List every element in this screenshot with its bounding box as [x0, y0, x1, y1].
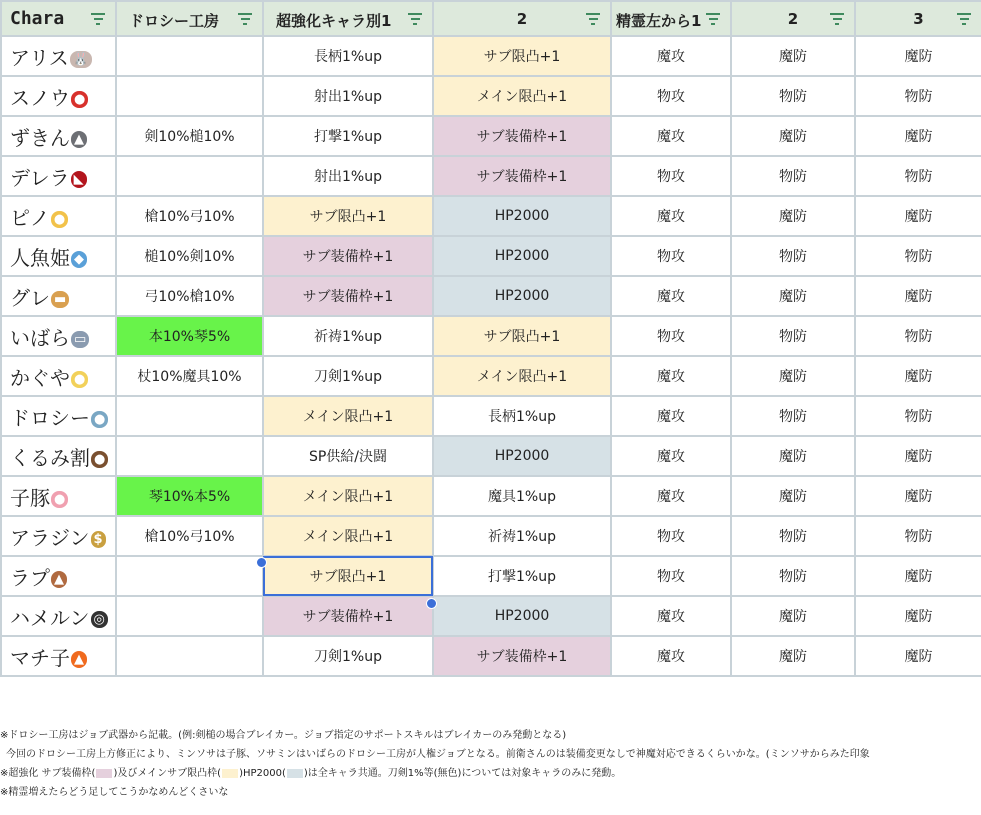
cell[interactable] — [116, 196, 263, 236]
cell[interactable] — [855, 596, 981, 636]
cell-text: 魔防 — [779, 369, 807, 385]
cell-chara[interactable] — [1, 436, 116, 476]
table-row — [1, 516, 981, 556]
cell[interactable] — [116, 476, 263, 516]
cell[interactable] — [433, 156, 611, 196]
column-header-workshop[interactable] — [116, 1, 263, 36]
pink-swatch — [96, 769, 112, 778]
cell-text: 魔防 — [779, 609, 807, 625]
cell[interactable] — [263, 556, 433, 596]
cell-text: ラプ — [10, 565, 50, 590]
cell-text: 槍10%弓10% — [144, 209, 235, 225]
cell-text: サブ装備枠+1 — [476, 129, 568, 145]
selection-handle[interactable] — [256, 557, 267, 568]
cell-text: 本10%琴5% — [148, 329, 231, 345]
cell-text: 魔防 — [904, 649, 933, 665]
column-header-enhance-1[interactable] — [263, 1, 433, 36]
cell-text: メイン限凸+1 — [302, 489, 394, 505]
cell-text: くるみ割 — [10, 445, 90, 470]
cell-text: 槍10%弓10% — [144, 529, 235, 545]
column-header-label: 超強化キャラ別1 — [276, 12, 392, 30]
cell-text: 魔具1%up — [488, 489, 556, 505]
cell[interactable] — [611, 76, 731, 116]
cell-text: 魔攻 — [657, 449, 685, 465]
cell[interactable] — [433, 316, 611, 356]
cell[interactable] — [855, 156, 981, 196]
filter-icon[interactable] — [408, 13, 422, 25]
cell-text: 剣10%槌10% — [144, 129, 235, 145]
table-row — [1, 556, 981, 596]
cell-text: 長柄1%up — [314, 49, 382, 65]
cell-text: 魔防 — [779, 289, 807, 305]
column-header-label: 2 — [787, 9, 799, 28]
bed-icon: ▭ — [71, 331, 89, 348]
table-row — [1, 476, 981, 516]
cell[interactable] — [855, 356, 981, 396]
cell-text: 魔防 — [904, 49, 933, 65]
cell-text: 魔防 — [904, 209, 933, 225]
note-text: )及びメインサブ限凸枠( — [113, 768, 222, 779]
cell[interactable] — [116, 236, 263, 276]
cell-text: 魔攻 — [657, 409, 685, 425]
cell-chara[interactable] — [1, 316, 116, 356]
cell[interactable] — [731, 196, 855, 236]
cell-text: 魔攻 — [657, 609, 685, 625]
money-bag-icon: $ — [91, 531, 106, 548]
cell[interactable] — [263, 636, 433, 676]
cell[interactable] — [433, 436, 611, 476]
cell[interactable] — [855, 436, 981, 476]
column-header-label: 3 — [913, 9, 924, 28]
cell[interactable] — [116, 36, 263, 76]
cell[interactable] — [731, 556, 855, 596]
table-row — [1, 116, 981, 156]
cell[interactable] — [855, 76, 981, 116]
cell-text: SP供給/決闘 — [308, 449, 388, 465]
cell[interactable] — [731, 436, 855, 476]
cell[interactable] — [855, 236, 981, 276]
cell-text: ドロシー — [10, 405, 90, 430]
cell-chara[interactable] — [1, 196, 116, 236]
cell-text: 人魚姫 — [10, 245, 70, 270]
cell[interactable] — [611, 316, 731, 356]
note-text: ※超強化 サブ装備枠( — [0, 768, 96, 779]
fire-icon: ▲ — [71, 651, 87, 668]
cell[interactable] — [116, 276, 263, 316]
cell-text: HP2000 — [494, 248, 550, 264]
cell[interactable] — [433, 556, 611, 596]
cell[interactable] — [116, 76, 263, 116]
note-text: 今回のドロシー工房上方修正により、ミンソサは子豚、ソサミンはいばらのドロシー工房が人権ジョブとなる。前衛さんのは装備変更なしで神魔対応できるくらいかな。(ミンソサからみた印象 — [6, 749, 870, 760]
cell-text: サブ限凸+1 — [483, 49, 561, 65]
cell[interactable] — [731, 516, 855, 556]
column-header-label: 2 — [516, 9, 528, 28]
yellow-swatch — [222, 769, 238, 778]
cell-text: 物防 — [779, 89, 807, 105]
cell-text: ハメルン — [10, 605, 90, 630]
cell[interactable] — [263, 36, 433, 76]
cell-text: 魔攻 — [657, 489, 685, 505]
cell[interactable] — [433, 516, 611, 556]
cell[interactable] — [731, 236, 855, 276]
cell-text: 魔防 — [779, 449, 807, 465]
notes-section — [0, 726, 981, 802]
table-body — [1, 36, 981, 676]
cell[interactable] — [433, 116, 611, 156]
cell[interactable] — [731, 116, 855, 156]
cell-chara[interactable] — [1, 596, 116, 636]
cell-text: 魔攻 — [657, 649, 685, 665]
cell[interactable] — [433, 356, 611, 396]
table-row — [1, 596, 981, 636]
column-header-enhance-2[interactable] — [433, 1, 611, 36]
cell[interactable] — [611, 516, 731, 556]
pig-icon: ● — [51, 491, 68, 508]
cell-text: 物防 — [779, 329, 807, 345]
cell[interactable] — [611, 116, 731, 156]
cell[interactable] — [855, 36, 981, 76]
cell-text: 魔防 — [904, 449, 933, 465]
rabbit-icon: 🐰 — [70, 51, 92, 68]
table-row — [1, 356, 981, 396]
cell[interactable] — [263, 356, 433, 396]
cell-text: サブ装備枠+1 — [476, 649, 568, 665]
cell-text: 物攻 — [657, 529, 685, 545]
cell-text: サブ装備枠+1 — [302, 249, 394, 265]
cell-text: いばら — [10, 325, 70, 350]
cell-text: 杖10%魔具10% — [137, 369, 242, 385]
cell-text: 刀剣1%up — [314, 649, 382, 665]
high-heel-icon: ◣ — [71, 171, 87, 188]
cell[interactable] — [731, 636, 855, 676]
cell-text: 祈祷1%up — [314, 329, 382, 345]
cell[interactable] — [611, 596, 731, 636]
filter-icon[interactable] — [586, 13, 600, 25]
cell-text: 打撃1%up — [488, 569, 556, 585]
cell[interactable] — [855, 476, 981, 516]
cell-text: サブ限凸+1 — [309, 569, 387, 585]
note-line — [0, 764, 981, 783]
cell-text: メイン限凸+1 — [476, 89, 568, 105]
cell[interactable] — [263, 116, 433, 156]
cell-chara[interactable] — [1, 556, 116, 596]
cell[interactable] — [116, 636, 263, 676]
cell-text: HP2000 — [494, 608, 550, 624]
cell-text: 魔攻 — [657, 129, 685, 145]
cell[interactable] — [263, 396, 433, 436]
table-row — [1, 236, 981, 276]
cell-text: 物防 — [779, 529, 807, 545]
cell-text: 魔防 — [904, 369, 933, 385]
cell[interactable] — [116, 316, 263, 356]
table-row — [1, 196, 981, 236]
cell[interactable] — [433, 276, 611, 316]
woman-icon: ● — [91, 411, 108, 428]
cell-text: 物攻 — [657, 569, 685, 585]
cell-text: 物防 — [904, 409, 933, 425]
cell-text: 物防 — [904, 169, 933, 185]
cell-text: 魔攻 — [657, 209, 685, 225]
cell-text: メイン限凸+1 — [476, 369, 568, 385]
cell[interactable] — [611, 36, 731, 76]
selection-handle[interactable] — [426, 598, 437, 609]
cell-text: HP2000 — [494, 208, 550, 224]
cell[interactable] — [611, 476, 731, 516]
cell[interactable] — [855, 316, 981, 356]
cell-text: かぐや — [10, 365, 70, 390]
cell[interactable] — [433, 196, 611, 236]
cell[interactable] — [731, 36, 855, 76]
cell-text: 物攻 — [657, 249, 685, 265]
table-row — [1, 436, 981, 476]
table-row — [1, 76, 981, 116]
cell-chara[interactable] — [1, 76, 116, 116]
cell-chara[interactable] — [1, 236, 116, 276]
cell-chara[interactable] — [1, 156, 116, 196]
table-row — [1, 396, 981, 436]
cell[interactable] — [611, 436, 731, 476]
cell-text: マチ子 — [10, 645, 70, 670]
cell-text: 物防 — [904, 529, 933, 545]
cell[interactable] — [116, 516, 263, 556]
cell[interactable] — [433, 36, 611, 76]
cell-text: 魔防 — [904, 609, 933, 625]
cell-chara[interactable] — [1, 476, 116, 516]
cell-text: 魔防 — [779, 209, 807, 225]
mermaid-icon: ◆ — [71, 251, 87, 268]
sunglasses-icon: ◎ — [91, 611, 108, 628]
note-text: )は全キャラ共通。刀剣1%等(無色)については対象キャラのみに発動。 — [303, 768, 622, 779]
cell[interactable] — [855, 116, 981, 156]
cell[interactable] — [731, 276, 855, 316]
cell[interactable] — [611, 356, 731, 396]
cell-text: HP2000 — [494, 288, 550, 304]
cell-text: 物防 — [779, 409, 807, 425]
cell[interactable] — [611, 196, 731, 236]
gray-swatch — [287, 769, 303, 778]
cell[interactable] — [263, 276, 433, 316]
cell[interactable] — [433, 236, 611, 276]
cell[interactable] — [855, 276, 981, 316]
cell-text: サブ装備枠+1 — [476, 169, 568, 185]
moon-icon: ● — [71, 371, 88, 388]
table-row — [1, 636, 981, 676]
cell-text: HP2000 — [494, 448, 550, 464]
column-header-label: Chara — [10, 8, 65, 29]
cell[interactable] — [611, 236, 731, 276]
cell-text: 射出1%up — [314, 89, 382, 105]
face-icon: ● — [51, 211, 68, 228]
cell[interactable] — [731, 316, 855, 356]
cell[interactable] — [433, 636, 611, 676]
cell-text: 魔攻 — [657, 49, 685, 65]
cell-text: 物防 — [904, 249, 933, 265]
cell-text: サブ装備枠+1 — [302, 609, 394, 625]
cell-text: 魔攻 — [657, 289, 685, 305]
cell[interactable] — [731, 356, 855, 396]
cell-chara[interactable] — [1, 636, 116, 676]
cell[interactable] — [263, 76, 433, 116]
cell[interactable] — [611, 156, 731, 196]
cell[interactable] — [263, 236, 433, 276]
note-line — [0, 745, 981, 764]
coconut-icon: ● — [91, 451, 108, 468]
cell-text: 魔防 — [904, 289, 933, 305]
cell[interactable] — [116, 156, 263, 196]
cell-text: メイン限凸+1 — [302, 529, 394, 545]
cell[interactable] — [116, 556, 263, 596]
cell[interactable] — [855, 196, 981, 236]
cell[interactable] — [433, 476, 611, 516]
cell-text: グレ — [10, 285, 50, 310]
cell-text: 魔防 — [779, 129, 807, 145]
filter-icon[interactable] — [91, 13, 105, 25]
cell[interactable] — [611, 556, 731, 596]
cell-chara[interactable] — [1, 356, 116, 396]
cell-text: 魔防 — [904, 129, 933, 145]
cell[interactable] — [116, 116, 263, 156]
cell[interactable] — [855, 636, 981, 676]
table-row — [1, 316, 981, 356]
cell[interactable] — [263, 316, 433, 356]
filter-icon[interactable] — [706, 13, 720, 25]
cell-text: 魔防 — [779, 489, 807, 505]
cell-text: 物防 — [904, 329, 933, 345]
cell-text: 魔防 — [904, 569, 933, 585]
cell-text: 物防 — [779, 249, 807, 265]
cell[interactable] — [263, 596, 433, 636]
cell[interactable] — [263, 516, 433, 556]
cell[interactable] — [731, 596, 855, 636]
tower-icon: ▲ — [51, 571, 67, 588]
cell-text: サブ限凸+1 — [309, 209, 387, 225]
cell-text: 物攻 — [657, 89, 685, 105]
column-header-spirit-2[interactable] — [731, 1, 855, 36]
cell-text: メイン限凸+1 — [302, 409, 394, 425]
cell-chara[interactable] — [1, 276, 116, 316]
cell-text: アリス — [10, 45, 69, 70]
cell[interactable] — [263, 476, 433, 516]
cell-chara[interactable] — [1, 396, 116, 436]
cell[interactable] — [855, 516, 981, 556]
bread-icon: ▬ — [51, 291, 69, 308]
cell-text: 祈祷1%up — [488, 529, 556, 545]
cell-text: 魔防 — [779, 649, 807, 665]
cell-text: サブ限凸+1 — [483, 329, 561, 345]
cell[interactable] — [433, 76, 611, 116]
cell[interactable] — [263, 156, 433, 196]
table-row — [1, 36, 981, 76]
cell-text: デレラ — [10, 165, 70, 190]
cell-text: 打撃1%up — [314, 129, 382, 145]
filter-icon[interactable] — [238, 13, 252, 25]
cell[interactable] — [611, 636, 731, 676]
cell[interactable] — [263, 196, 433, 236]
cell[interactable] — [116, 356, 263, 396]
cell[interactable] — [611, 396, 731, 436]
note-line: ※精霊増えたらどう足してこうかなめんどくさいな — [0, 787, 229, 798]
cell-chara[interactable] — [1, 516, 116, 556]
cell-text: 魔防 — [904, 489, 933, 505]
cell-text: 物防 — [779, 169, 807, 185]
cell-text: ずきん — [10, 125, 70, 150]
cell-chara[interactable] — [1, 36, 116, 76]
cell-text: 長柄1%up — [488, 409, 556, 425]
column-header-chara[interactable] — [1, 1, 116, 36]
column-header-label: 精霊左から1 — [616, 12, 702, 30]
cell-chara[interactable] — [1, 116, 116, 156]
cell[interactable] — [116, 596, 263, 636]
column-header-label: ドロシー工房 — [129, 12, 220, 30]
cell[interactable] — [263, 436, 433, 476]
cell-text: 物防 — [779, 569, 807, 585]
note-line: ※ドロシー工房はジョブ武器から記載。(例:剣槌の場合ブレイカー。ジョブ指定のサポートスキルはブレイカーのみ発動となる) — [0, 730, 567, 741]
cell-text: アラジン — [10, 525, 90, 550]
cell[interactable] — [731, 156, 855, 196]
cell-text: 弓10%槍10% — [144, 289, 235, 305]
cell-text: 魔攻 — [657, 369, 685, 385]
cell[interactable] — [855, 396, 981, 436]
cell[interactable] — [731, 396, 855, 436]
cell[interactable] — [116, 436, 263, 476]
filter-icon[interactable] — [830, 13, 844, 25]
cell-text: サブ装備枠+1 — [302, 289, 394, 305]
cell-text: 子豚 — [10, 485, 50, 510]
cell-text: スノウ — [10, 85, 70, 110]
cell[interactable] — [611, 276, 731, 316]
cell-text: 槌10%剣10% — [144, 249, 235, 265]
cell[interactable] — [855, 556, 981, 596]
cell-text: 刀剣1%up — [314, 369, 382, 385]
cell-text: ピノ — [10, 205, 50, 230]
table-row — [1, 276, 981, 316]
cell[interactable] — [731, 476, 855, 516]
note-text: )HP2000( — [239, 768, 286, 779]
cell-text: 射出1%up — [314, 169, 382, 185]
cell-text: 琴10%本5% — [148, 489, 231, 505]
apple-icon: ● — [71, 91, 88, 108]
column-header-spirit-1[interactable] — [611, 1, 731, 36]
cell-text: 物攻 — [657, 169, 685, 185]
cell-text: 物防 — [904, 89, 933, 105]
filter-icon[interactable] — [957, 13, 971, 25]
cell[interactable] — [433, 596, 611, 636]
cell-text: 物攻 — [657, 329, 685, 345]
cell[interactable] — [731, 76, 855, 116]
header-row — [1, 1, 981, 36]
cell-text: 魔防 — [779, 49, 807, 65]
column-header-spirit-3[interactable] — [855, 1, 981, 36]
wolf-icon: ▲ — [71, 131, 87, 148]
cell[interactable] — [433, 396, 611, 436]
cell[interactable] — [116, 396, 263, 436]
table-row — [1, 156, 981, 196]
